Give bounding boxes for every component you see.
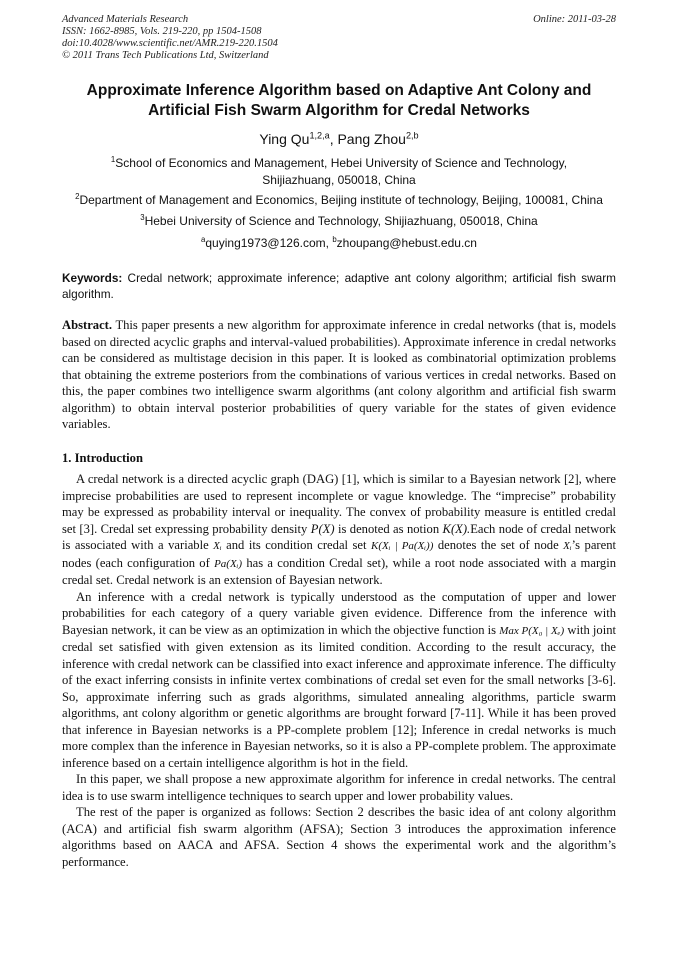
introduction-body [62,471,616,870]
affiliation-3 [62,213,616,230]
author-1-name: Ying Qu [259,131,310,147]
email-b-marker: b [332,235,337,244]
intro-p1-text-a: A credal network is a directed acyclic graph (DAG) [1], which is similar to a Bayesian network [2], where imprecise probabilities are used to represent incomplete or vague knowledge. The “imprecise” probability may be expressed as probability interval or inequality. The convex of probability measure is entitled credal set [3]. Credal set expressing probability density [62,472,616,536]
author-2-name: Pang Zhou [337,131,406,147]
affiliation-3-text: Hebei University of Science and Technology, Shijiazhuang, 050018, China [144,214,538,228]
math-max-objective: Max P(X₀ | Xₑ) [499,624,565,637]
abstract-label: Abstract. [62,318,113,332]
author-emails [62,235,616,252]
intro-paragraph-4: The rest of the paper is organized as follows: Section 2 describes the basic idea of ant colony algorithm (ACA) and artificial fish swarm algorithm (AFSA); Section 3 introduces the approximation inference algorithms based on AACA and AFSA. Section 4 shows the experimental work and the algorithm’s performance. [62,805,616,869]
author-1-affil: 1,2,a [309,130,330,141]
intro-paragraph-1 [62,471,616,589]
intro-p1-text-f: ’s parent nodes (each configuration of [62,538,617,570]
intro-paragraph-3: In this paper, we shall propose a new approximate algorithm for inference in credal networks. The central idea is to use swarm intelligence techniques to search upper and lower probability values. [62,772,616,803]
email-b[interactable]: zhoupang@hebust.edu.cn [336,236,477,250]
affiliation-2-marker: 2 [75,192,80,201]
author-2-affil: 2,b [405,130,419,141]
math-pa-xi: Pa(Xᵢ) [214,557,243,570]
affiliation-1-line1: School of Economics and Management, Hebei University of Science and Technology, [115,156,568,170]
intro-p2-text-a: An inference with a credal network is typically understood as the computation of upper and lower probabilities for each category of a query variable given evidence. Difference from the inference with Bayesian network, it can be view as an optimization in which the objective function is [62,589,616,637]
copyright-line: © 2011 Trans Tech Publications Ltd, Switzerland [62,50,269,61]
keywords-text: Credal network; approximate inference; adaptive ant colony algorithm; artificial fish swarm algorithm. [62,271,616,301]
math-px: P(X) [310,521,335,536]
journal-name: Advanced Materials Research [62,14,189,25]
journal-header [62,14,616,62]
email-a-marker: a [201,235,206,244]
affiliation-1 [62,155,616,189]
affiliation-2-text: Department of Management and Economics, Beijing institute of technology, Beijing, 100081, China [79,193,603,207]
keywords-label: Keywords: [62,271,123,285]
math-xi-2: Xᵢ [563,540,572,552]
keywords [62,270,616,302]
paper-title: Approximate Inference Algorithm based on Adaptive Ant Colony and Artificial Fish Swarm Algorithm for Credal Networks [86,82,592,119]
intro-p1-text-b: is denoted as notion [334,521,443,536]
doi-line: doi:10.4028/www.scientific.net/AMR.219-220.1504 [62,38,278,49]
affiliation-3-marker: 3 [140,213,145,222]
affiliation-2 [50,192,628,209]
intro-p1-text-g: has a condition Credal set), while a root node associated with a margin credal set. Credal network is an extension of Bayesian network. [62,555,616,587]
math-xi: Xᵢ [213,540,222,552]
author-separator: , [329,131,338,147]
abstract-text: This paper presents a new algorithm for approximate inference in credal networks (that is, models based on directed acyclic graphs and interval-valued probabilities). Approximate inference in credal networks can be considered as multistage decision in this paper. It is looked as combinatorial optimization problems that obtaining the extreme posteriors from the combinations of various vertices in credal networks. Based on this, the paper combines two intelligence swarm algorithms (ant colony algorithm and artificial fish swarm algorithm) to obtain interval posterior probabilities of query variable for the states of given evidence variables. [62,318,616,431]
issn-line: ISSN: 1662-8985, Vols. 219-220, pp 1504-1508 [62,26,262,37]
intro-p1-text-d: and its condition credal set [221,538,372,552]
intro-p2-text-b: with joint credal set satisfied with given extension as its limited condition. According to the result accuracy, the inference with credal network can be classified into exact inference and approximate inference. The difficulty of the exact inferring consists in infinite vertex combinations of credal set even for the small networks [3-6]. So, approximate inferring such as grads algorithms, simulated annealing algorithms, particle swarm algorithms, ant colony algorithm or genetic algorithms are brought forward [7-11]. While it has been proved that inference in Bayesian networks is a PP-complete problem [12]; Inference in credal networks is much more complex than the inference in Bayesian networks, so it is also a PP-complete problem. The approximate inference based on a certain intelligence algorithm is hot in the field. [62,622,617,770]
affiliation-1-line2: Shijiazhuang, 050018, China [262,173,416,187]
intro-p1-text-c: Each node of credal network is associated with a variable [62,521,616,552]
online-date: Online: 2011-03-28 [533,14,616,25]
author-line [62,130,616,148]
math-kx: K(X). [442,521,471,536]
intro-p1-text-e: denotes the set of node [433,538,564,552]
section-heading-introduction: 1. Introduction [62,451,143,465]
abstract [62,317,616,433]
intro-paragraph-2 [62,589,616,772]
email-a[interactable]: quying1973@126.com, [205,236,333,250]
math-k-xi-pa: K(Xᵢ | Pa(Xᵢ)) [371,540,434,552]
affiliation-1-marker: 1 [110,155,116,164]
